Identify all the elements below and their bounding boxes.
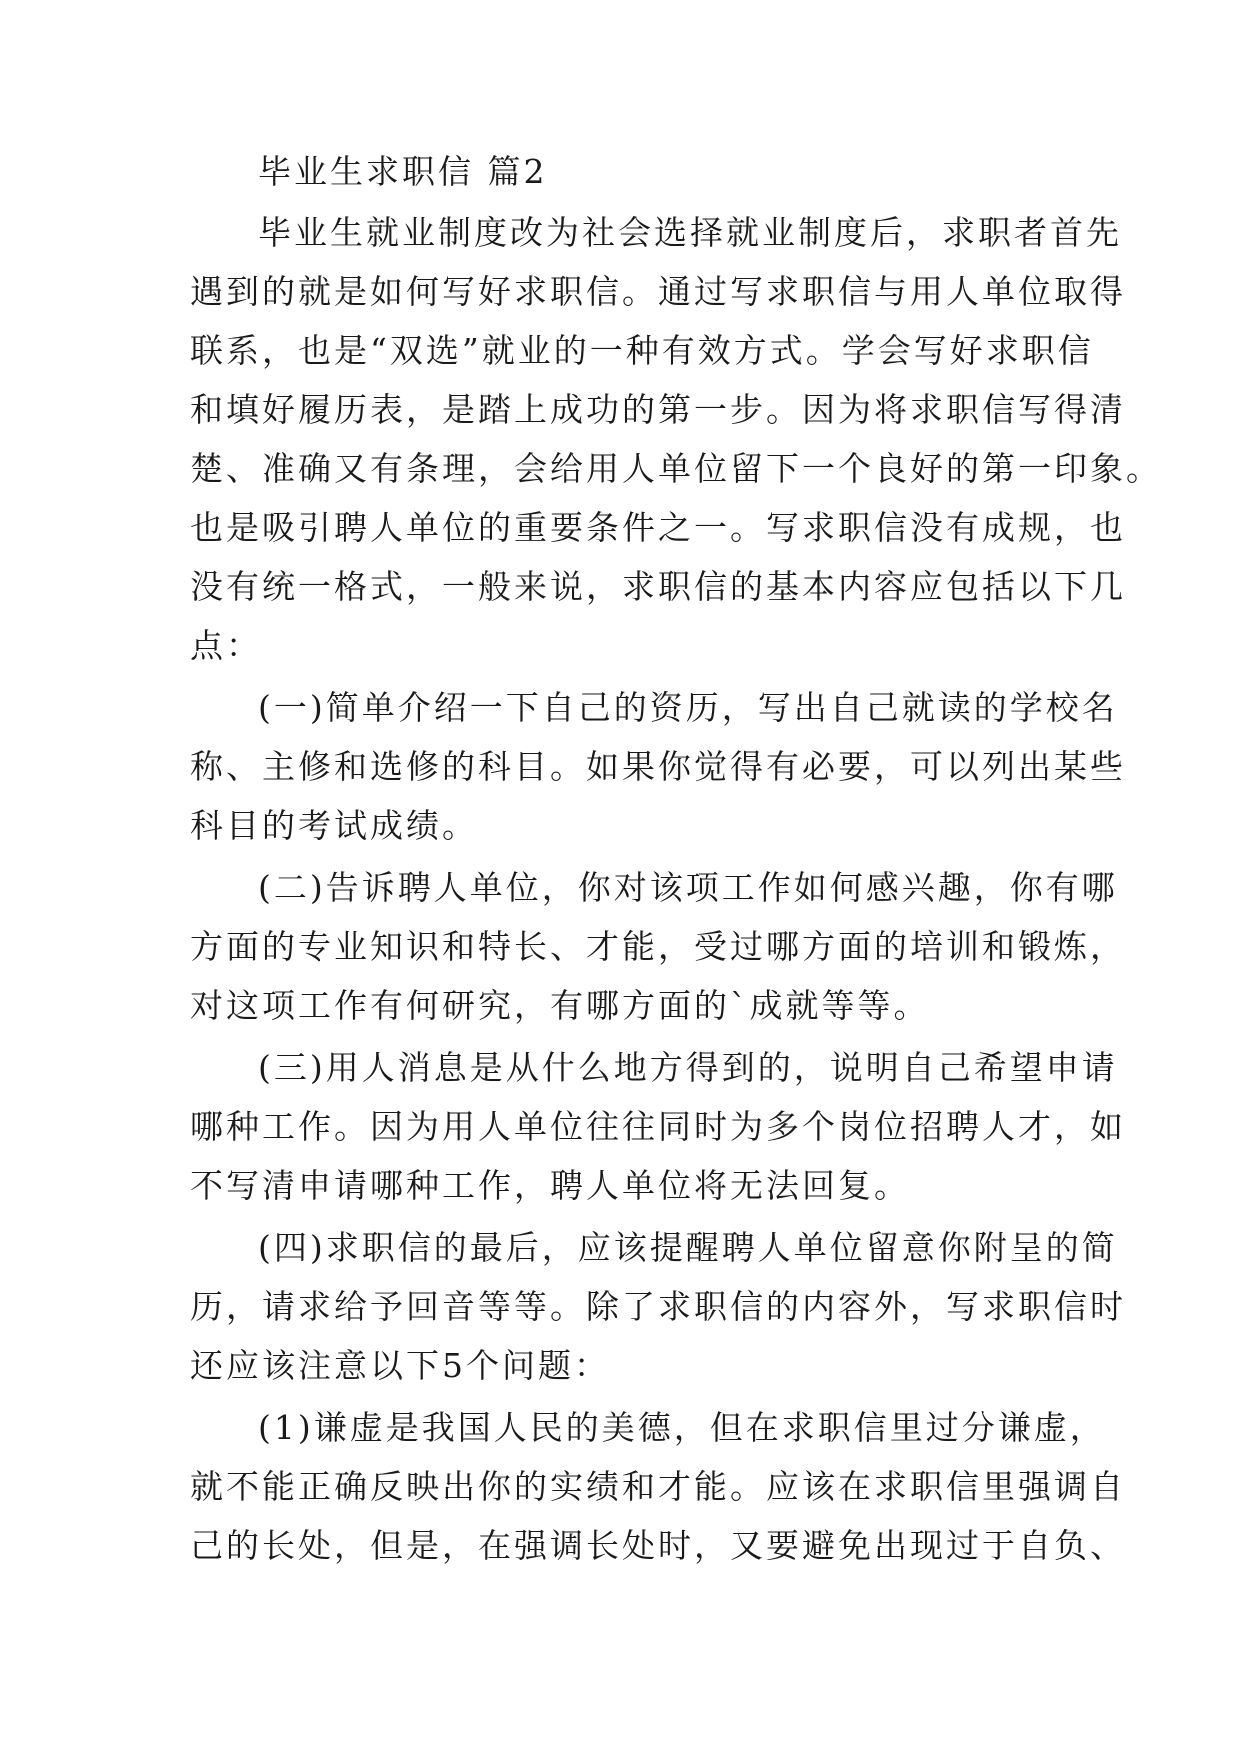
paragraph-line: 楚、准确又有条理，会给用人单位留下一个良好的第一印象。	[190, 449, 1162, 488]
paragraph-line: 就不能正确反映出你的实绩和才能。应该在求职信里强调自	[190, 1467, 1126, 1506]
paragraph-line: 毕业生就业制度改为社会选择就业制度后，求职者首先	[258, 213, 1122, 252]
paragraph-line: 和填好履历表，是踏上成功的第一步。因为将求职信写得清	[190, 390, 1126, 429]
paragraph-line: 不写清申请哪种工作，聘人单位将无法回复。	[190, 1166, 910, 1205]
paragraph-line: 对这项工作有何研究，有哪方面的`成就等等。	[190, 986, 930, 1025]
paragraph-line: (二)告诉聘人单位，你对该项工作如何感兴趣，你有哪	[258, 868, 1118, 907]
paragraph-line: 还应该注意以下5个问题：	[190, 1346, 610, 1385]
paragraph-line: (四)求职信的最后，应该提醒聘人单位留意你附呈的简	[258, 1228, 1118, 1267]
paragraph-line: (1)谦虚是我国人民的美德，但在求职信里过分谦虚，	[258, 1408, 1106, 1447]
paragraph-line: 点：	[190, 626, 262, 665]
paragraph-line: (一)简单介绍一下自己的资历，写出自己就读的学校名	[258, 688, 1118, 727]
document-heading: 毕业生求职信 篇2	[258, 152, 548, 191]
paragraph-line: 联系，也是“双选”就业的一种有效方式。学会写好求职信	[190, 331, 1094, 370]
paragraph-line: 己的长处，但是，在强调长处时，又要避免出现过于自负、	[190, 1526, 1126, 1565]
paragraph-line: 称、主修和选修的科目。如果你觉得有必要，可以列出某些	[190, 747, 1126, 786]
paragraph-line: (三)用人消息是从什么地方得到的，说明自己希望申请	[258, 1048, 1118, 1087]
paragraph-line: 历，请求给予回音等等。除了求职信的内容外，写求职信时	[190, 1287, 1126, 1326]
paragraph-line: 遇到的就是如何写好求职信。通过写求职信与用人单位取得	[190, 272, 1126, 311]
paragraph-line: 哪种工作。因为用人单位往往同时为多个岗位招聘人才，如	[190, 1107, 1126, 1146]
paragraph-line: 科目的考试成绩。	[190, 806, 478, 845]
paragraph-line: 方面的专业知识和特长、才能，受过哪方面的培训和锻炼，	[190, 927, 1126, 966]
paragraph-line: 没有统一格式，一般来说，求职信的基本内容应包括以下几	[190, 567, 1126, 606]
paragraph-line: 也是吸引聘人单位的重要条件之一。写求职信没有成规，也	[190, 508, 1126, 547]
